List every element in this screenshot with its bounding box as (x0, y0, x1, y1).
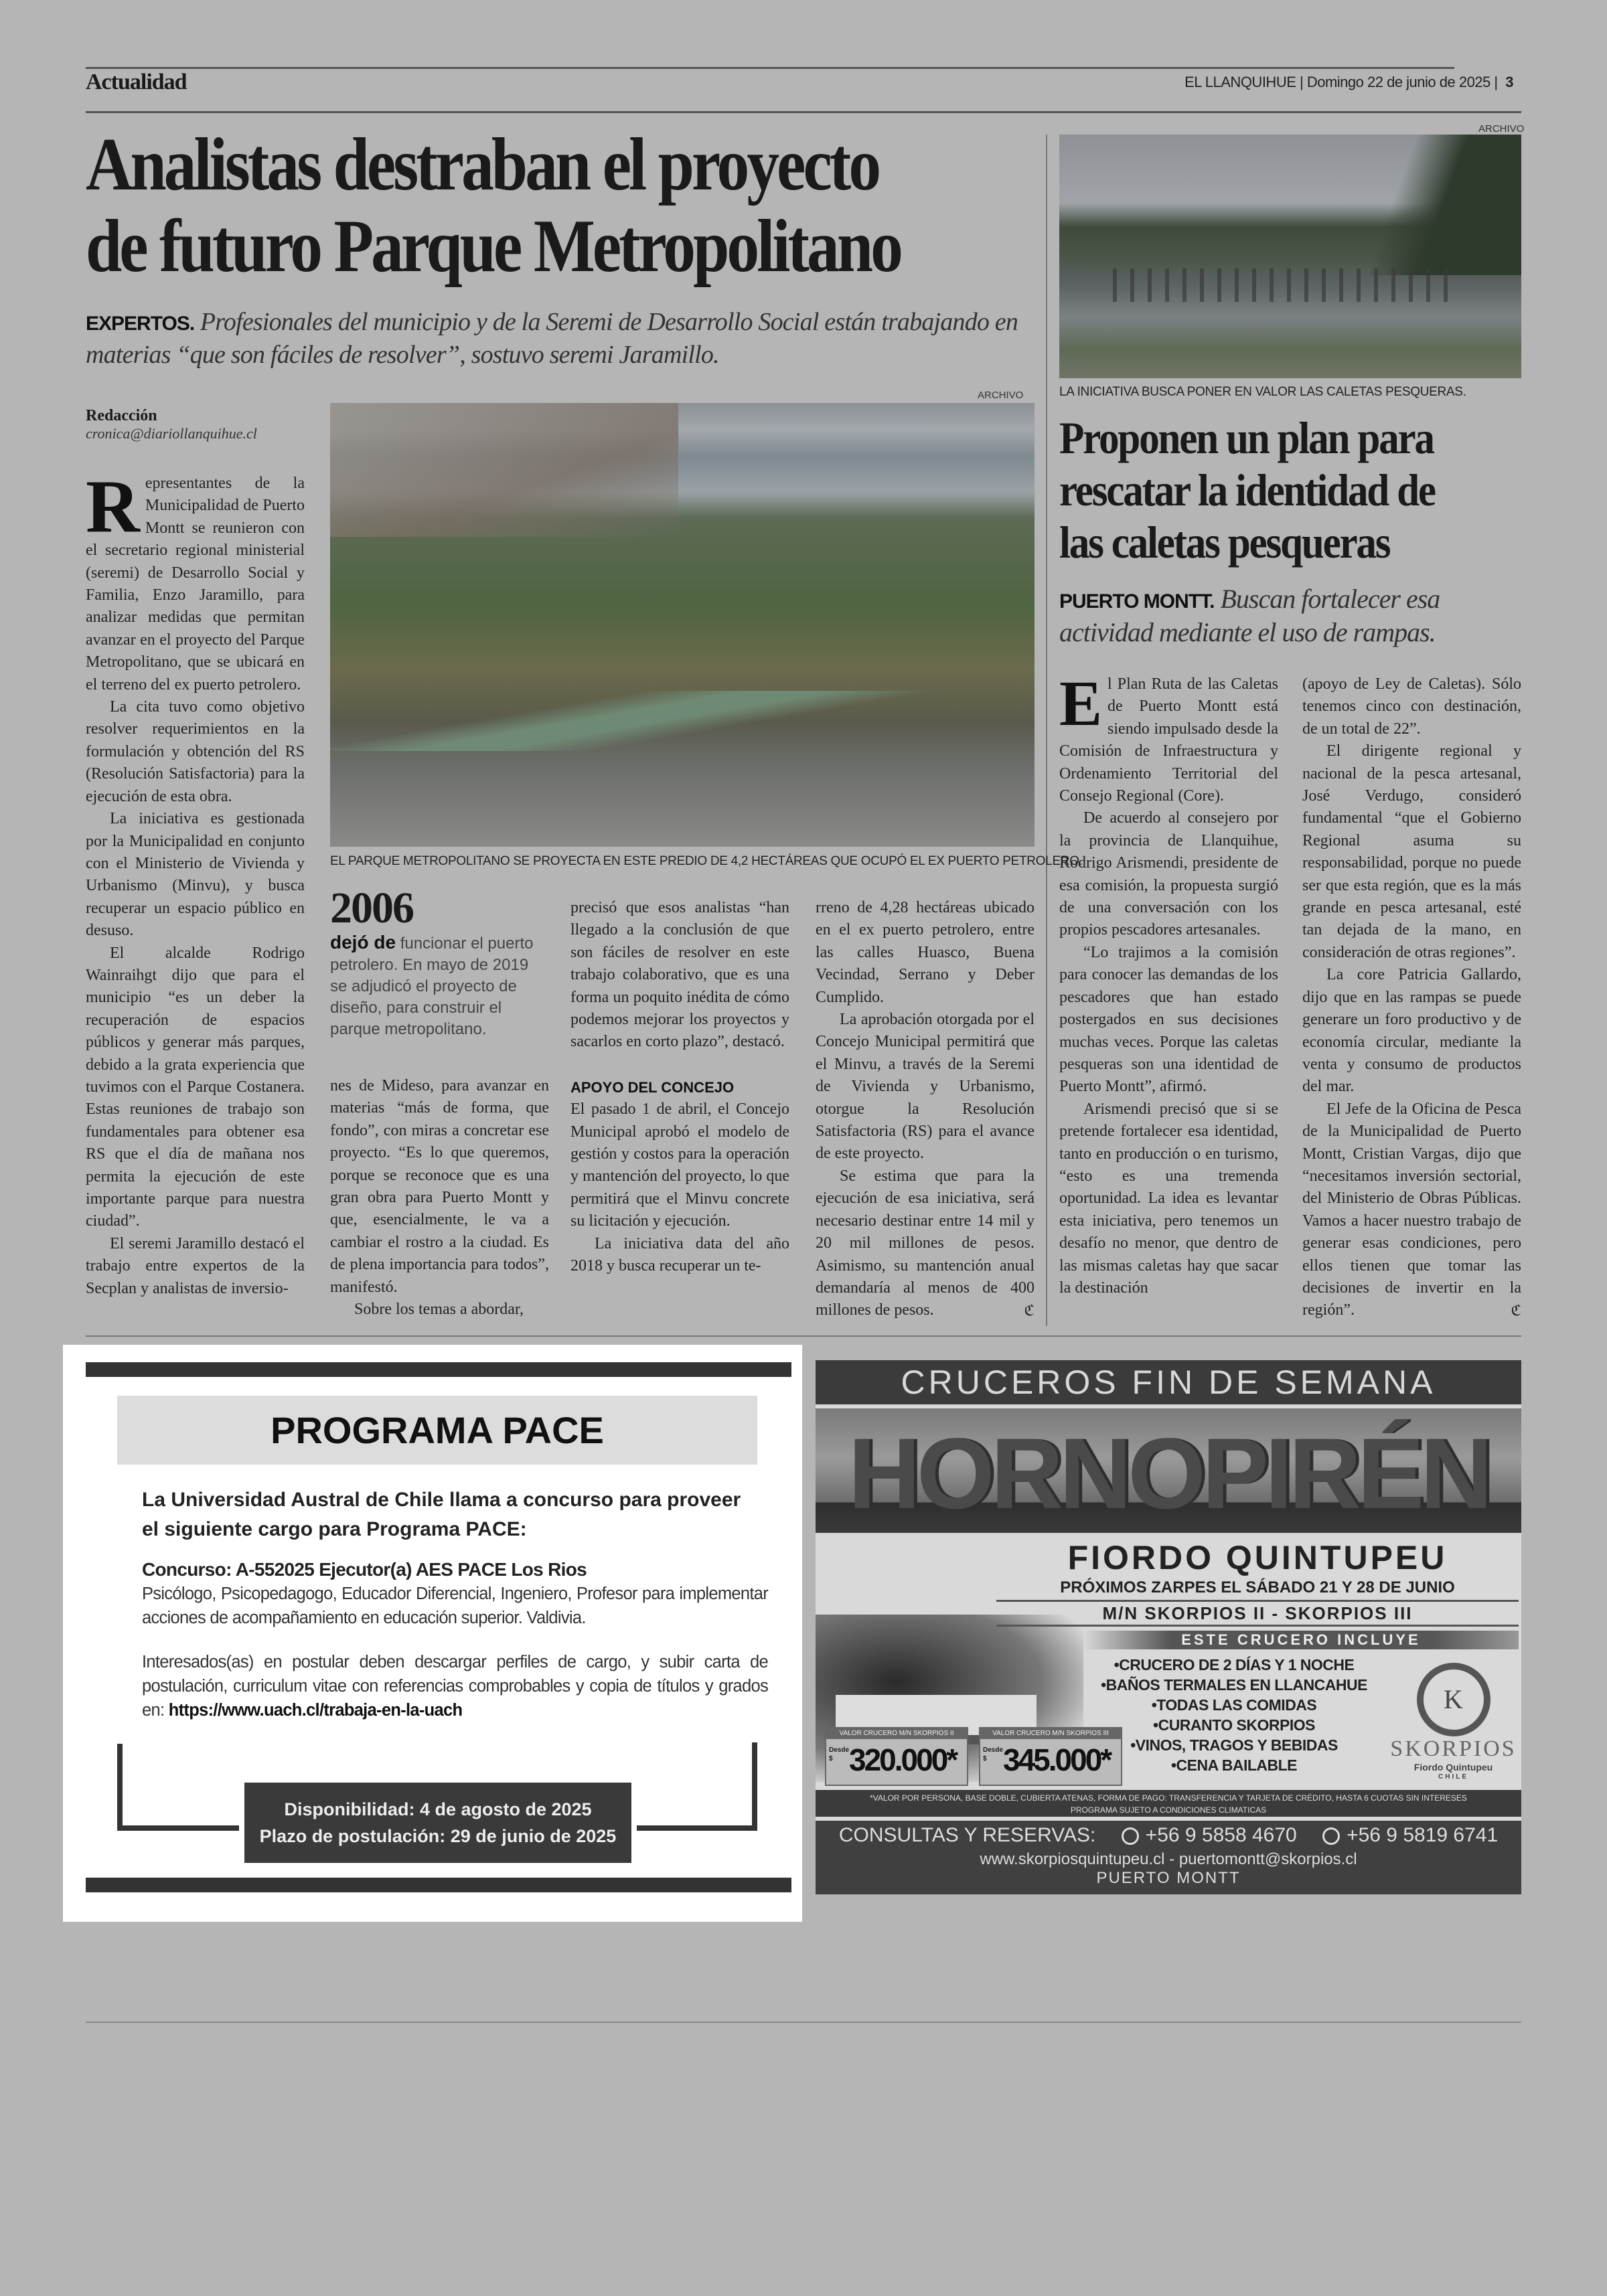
paragraph (816, 1165, 1035, 1322)
boats-pier (1113, 268, 1461, 302)
article-column-2 (330, 1075, 549, 1321)
ad-top-bar (86, 1362, 791, 1377)
paragraph: De acuerdo al consejero por la provincia de Llanquihue, Rodrigo Arismendi, presidente de esa comisión, la propuesta surgió de una conversación con los propios pescadores artesanales. (1059, 809, 1278, 939)
price-from: Desde $ (983, 1746, 1004, 1762)
paragraph: El dirigente regional y nacional de la pesca artesanal, José Verdugo, consideró fundamental “que el Gobierno Regional asuma su responsabilidad, porque no puede ser que esta región, que es la más grande en pesca artesanal, esté tan dejada de la mano, en consideración de otras regiones”. (1302, 742, 1521, 961)
cruise-destination: FIORDO QUINTUPEU (1067, 1539, 1448, 1576)
ad-instructions (142, 1650, 768, 1722)
paragraph: “Lo trajimos a la comisión para conocer las demandas de los pescadores que han estado postergados en sus decisiones muchas veces. Porque las caletas pesqueras son una identidad de Puerto Montt”, afirmó. (1059, 943, 1278, 1096)
ad-profiles: Psicólogo, Psicopedagogo, Educador Diferencial, Ingeniero, Profesor para implementar acciones de acompañamiento en educación superior. Valdivia. (142, 1584, 768, 1627)
ad-dates-box (244, 1783, 631, 1863)
bracket-left-foot (117, 1825, 239, 1831)
ad-intro: La Universidad Austral de Chile llama a concurso para proveer el siguiente cargo para Programa PACE: (142, 1489, 741, 1540)
whatsapp-icon (1122, 1827, 1139, 1845)
web-email[interactable]: www.skorpiosquintupeu.cl - puertomontt@skorpios.cl (980, 1850, 1357, 1868)
cruise-ad (816, 1360, 1521, 1894)
main-deck-text: Profesionales del municipio y de la Seremi de Desarrollo Social están trabajando en materias “que son fáciles de resolver”, sostuvo seremi Jaramillo. (86, 308, 1018, 369)
fact-number: 2006 (330, 884, 413, 932)
side-photo-credit: ARCHIVO (1478, 123, 1525, 135)
column-divider (1046, 135, 1047, 1326)
price-from: Desde $ (829, 1746, 850, 1762)
includes-item: •CRUCERO DE 2 DÍAS Y 1 NOCHE (1114, 1656, 1355, 1673)
hornopiren-sign-letters: HORNOPIRÉN (848, 1417, 1489, 1530)
drop-cap: E (1059, 667, 1103, 739)
city-houses (330, 403, 678, 537)
fine-print-line: *VALOR POR PERSONA, BASE DOBLE, CUBIERTA ATENAS, FORMA DE PAGO: TRANSFERENCIA Y TARJETA DE CRÉDITO, HASTA 6 CUOTAS SIN INTERESES (870, 1793, 1467, 1803)
paragraph-text: El Jefe de la Oficina de Pesca de la Municipalidad de Puerto Montt, Cristian Vargas, dijo que “necesitamos inversión sectorial, del Ministerio de Obras Públicas. Vamos a hacer nuestro trabajo de generar esas condiciones, pero ellos tienen que tomar las decisiones de invertir en la región”. (1302, 1100, 1521, 1319)
paragraph-text: Se estima que para la ejecución de esa iniciativa, será necesario destinar entre 14 mil y 20 mil millones de pesos. Asimismo, su mantención anual demandaría al menos de 400 millones de pesos. (816, 1167, 1035, 1319)
paragraph: La iniciativa data del año 2018 y busca recuperar un te- (570, 1234, 789, 1275)
includes-item: •TODAS LAS COMIDAS (1151, 1696, 1317, 1714)
price-amount: 320.000* (849, 1742, 957, 1777)
paragraph: La iniciativa es gestionada por la Municipalidad en conjunto con el Ministerio de Vivienda y Urbanismo (Minvu), y busca recuperar un espacio público en desuso. (86, 810, 305, 940)
includes-item: •CENA BAILABLE (1170, 1756, 1298, 1774)
paragraph: rreno de 4,28 hectáreas ubicado en el ex puerto petrolero, entre las calles Huasco, Buena Vecindad, Serrano y Deber Cumplido. (816, 899, 1035, 1006)
fact-text (330, 932, 549, 1040)
includes-title: ESTE CRUCERO INCLUYE (1083, 1631, 1519, 1649)
includes-item: •VINOS, TRAGOS Y BEBIDAS (1130, 1736, 1338, 1754)
section-label: Actualidad (86, 70, 187, 94)
side-kicker: PUERTO MONTT. (1059, 590, 1215, 612)
paragraph: El seremi Jaramillo destacó el trabajo entre expertos de la Secplan y analistas de inversio- (86, 1234, 305, 1297)
fact-body: funcionar el puerto petrolero. En mayo de 2019 se adjudicó el proyecto de diseño, para construir el parque metropolitano. (330, 934, 534, 1038)
paragraph: Sobre los temas a abordar, (354, 1301, 524, 1319)
byline-name: Redacción (86, 407, 157, 424)
cruise-banner: CRUCEROS FIN DE SEMANA (816, 1360, 1521, 1404)
includes-list (1083, 1655, 1385, 1775)
paragraph: (apoyo de Ley de Caletas). Sólo tenemos cinco con destinación, de un total de 22”. (1302, 675, 1521, 738)
top-rule (86, 67, 1454, 69)
subheading: APOYO DEL CONCEJO (570, 1078, 735, 1096)
publication-date: Domingo 22 de junio de 2025 (1306, 74, 1490, 90)
fishing-harbor-photo (1059, 135, 1521, 378)
price-label: VALOR CRUCERO M/N SKORPIOS III (980, 1728, 1121, 1739)
cruise-departures: PRÓXIMOS ZARPES EL SÁBADO 21 Y 28 DE JUNIO (1060, 1578, 1455, 1596)
fine-print (816, 1790, 1521, 1817)
article-column-4 (816, 897, 1035, 1322)
price-box-skorpios-iii (979, 1727, 1122, 1786)
bracket-left (117, 1744, 123, 1831)
ad-availability: Disponibilidad: 4 de agosto de 2025 (284, 1799, 592, 1819)
ad-title: PROGRAMA PACE (117, 1396, 757, 1465)
contact-line (816, 1821, 1521, 1850)
publication-name: EL LLANQUIHUE (1184, 74, 1296, 90)
drop-cap: R (86, 465, 140, 548)
phone-2[interactable]: +56 9 5819 6741 (1347, 1824, 1499, 1846)
paragraph: nes de Mideso, para avanzar en materias “más de forma, que fondo”, con miras a concretar ese proyecto. “Es lo que queremos, porque se reconoce que es una gran obra para Puerto Montt y que, esencialmente, le va a cambiar el rostro a la ciudad. Es de plena importancia para todos”, manifestó. (330, 1077, 549, 1296)
paragraph: El pasado 1 de abril, el Concejo Municipal aprobó el modelo de gestión y costos para la operación y mantención del proyecto, lo que permitirá que el Minvu concrete su licitación y ejecución. (570, 1100, 789, 1230)
paragraph (1302, 1098, 1521, 1322)
cruise-ships: M/N SKORPIOS II - SKORPIOS III (996, 1600, 1519, 1627)
skorpios-logo (1388, 1663, 1519, 1781)
side-photo-caption: LA INICIATIVA BUSCA PONER EN VALOR LAS CALETAS PESQUERAS. (1059, 385, 1466, 399)
paragraph: La core Patricia Gallardo, dijo que en las rampas se puede generare un foro productivo y de economía circular, mediante la venta y consumo de productos del mar. (1302, 966, 1521, 1096)
price-box-skorpios-ii (825, 1727, 968, 1786)
contact-label: CONSULTAS Y RESERVAS: (838, 1824, 1096, 1846)
side-deck (1059, 584, 1521, 648)
byline (86, 407, 307, 442)
paragraph: El alcalde Rodrigo Wainraihgt dijo que para el municipio “es un deber la recuperación de espacios públicos y generar más parques, debido a la grata experiencia que tuvimos con el Parque Costanera. Estas reuniones de trabajo son fundamentales para obtener esa RS que el día de mañana nos permita la ejecución de este importante parque para nuestra ciudad”. (86, 944, 305, 1230)
price-amount: 345.000* (1003, 1742, 1111, 1777)
page-number: 3 (1505, 74, 1513, 90)
end-mark-icon: ℭ (1511, 1302, 1521, 1319)
paragraph: La aprobación otorgada por el Concejo Municipal permitirá que el Minvu, a través de la Seremi de Vivienda y Urbanismo, otorgue la Resolución Satisfactoria (RS) para el avance de este proyecto. (816, 1011, 1035, 1163)
paragraph: epresentantes de la Municipalidad de Puerto Montt se reunieron con el secretario regional ministerial (seremi) de Desarrollo Social y Familia, Enzo Jaramillo, para analizar medidas que permitan avanzar en el proyecto del Parque Metropolitano, que se ubicará en el terreno del ex puerto petrolero. (86, 475, 305, 693)
ship-wheel-icon: K (1417, 1663, 1490, 1736)
byline-email: cronica@diariollanquihue.cl (86, 425, 257, 442)
end-mark-icon: ℭ (1024, 1302, 1035, 1319)
main-photo-credit: ARCHIVO (978, 390, 1024, 401)
logo-brand: SKORPIOS (1390, 1736, 1517, 1761)
phone-1[interactable]: +56 9 5858 4670 (1145, 1824, 1297, 1846)
side-headline: Proponen un plan para rescatar la identidad de las caletas pesqueras (1059, 412, 1435, 568)
bracket-right (752, 1742, 757, 1831)
side-column-2 (1302, 673, 1521, 1322)
hornopiren-sign-photo (816, 1408, 1521, 1533)
paragraph: l Plan Ruta de las Caletas de Puerto Montt está siendo impulsado desde la Comisión de Infraestructura y Ordenamiento Territorial del Consejo Regional (Core). (1059, 675, 1278, 805)
price-label: VALOR CRUCERO M/N SKORPIOS II (826, 1728, 967, 1739)
ad-concurso: Concurso: A-552025 Ejecutor(a) AES PACE Los Rios (142, 1559, 587, 1580)
includes-item: •CURANTO SKORPIOS (1153, 1716, 1315, 1734)
painted-wall (330, 691, 1035, 751)
page-header-info: EL LLANQUIHUE | Domingo 22 de junio de 2025 | 3 (1184, 74, 1513, 90)
fine-print-line: PROGRAMA SUJETO A CONDICIONES CLIMATICAS (1070, 1805, 1267, 1815)
ad-body (142, 1558, 768, 1722)
bracket-right-foot (637, 1825, 757, 1831)
contact-band (816, 1821, 1521, 1894)
article-column-1 (86, 465, 305, 1300)
ad-url-link[interactable]: https://www.uach.cl/trabaja-en-la-uach (168, 1701, 463, 1720)
logo-country: CHILE (1438, 1773, 1468, 1781)
contact-city: PUERTO MONTT (1096, 1869, 1241, 1887)
paragraph: La cita tuvo como objetivo resolver requerimientos en la formulación y obtención del RS (Resolución Satisfactoria) para la ejecución de esta obra. (86, 698, 305, 805)
side-column-1 (1059, 667, 1278, 1299)
main-photo-caption: EL PARQUE METROPOLITANO SE PROYECTA EN ESTE PREDIO DE 4,2 HECTÁREAS QUE OCUPÓ EL EX PUERTO PETROLERO. (330, 854, 1083, 868)
paragraph: precisó que esos analistas “han llegado a la conclusión de que son fáciles de resolver en este trabajo colaborativo, que es una forma un poquito inédita de cómo podemos mejorar los proyectos y sacarlos en corto plazo”, destacó. (570, 899, 789, 1051)
article-column-3 (570, 897, 789, 1278)
ad-instructions-text: Interesados(as) en postular deben descargar perfiles de cargo, y subir carta de postulación, curriculum vitae con referencias comprobables y copia de títulos y grados en: (142, 1653, 768, 1720)
ad-bottom-bar (86, 1878, 791, 1892)
main-headline: Analistas destraban el proyecto de futuro Parque Metropolitano (86, 123, 901, 288)
includes-item: •BAÑOS TERMALES EN LLANCAHUE (1101, 1676, 1367, 1694)
page-bottom-rule (86, 2022, 1521, 2023)
paragraph: Arismendi precisó que si se pretende fortalecer esa identidad, tanto en producción o en turismo, “esto es una tremenda oportunidad. La idea es levantar esta iniciativa, pero tenemos un desafío no menor, que dentro de las mismas caletas hay que sacar la destinación (1059, 1100, 1278, 1297)
fact-box (330, 885, 549, 1040)
park-aerial-photo (330, 403, 1035, 847)
forested-hill (1314, 135, 1521, 275)
header-rule (86, 111, 1521, 113)
whatsapp-icon (1322, 1827, 1340, 1845)
main-kicker: EXPERTOS. (86, 313, 195, 335)
ad-deadline: Plazo de postulación: 29 de junio de 2025 (259, 1826, 617, 1846)
fact-lead: dejó de (330, 932, 396, 953)
side-deck-text: Buscan fortalecer esa actividad mediante el uso de rampas. (1059, 584, 1440, 647)
main-deck (86, 307, 1037, 370)
article-bottom-rule (86, 1335, 1521, 1337)
pace-job-ad (63, 1345, 802, 1922)
logo-sub: Fiordo Quintupeu (1413, 1762, 1493, 1773)
